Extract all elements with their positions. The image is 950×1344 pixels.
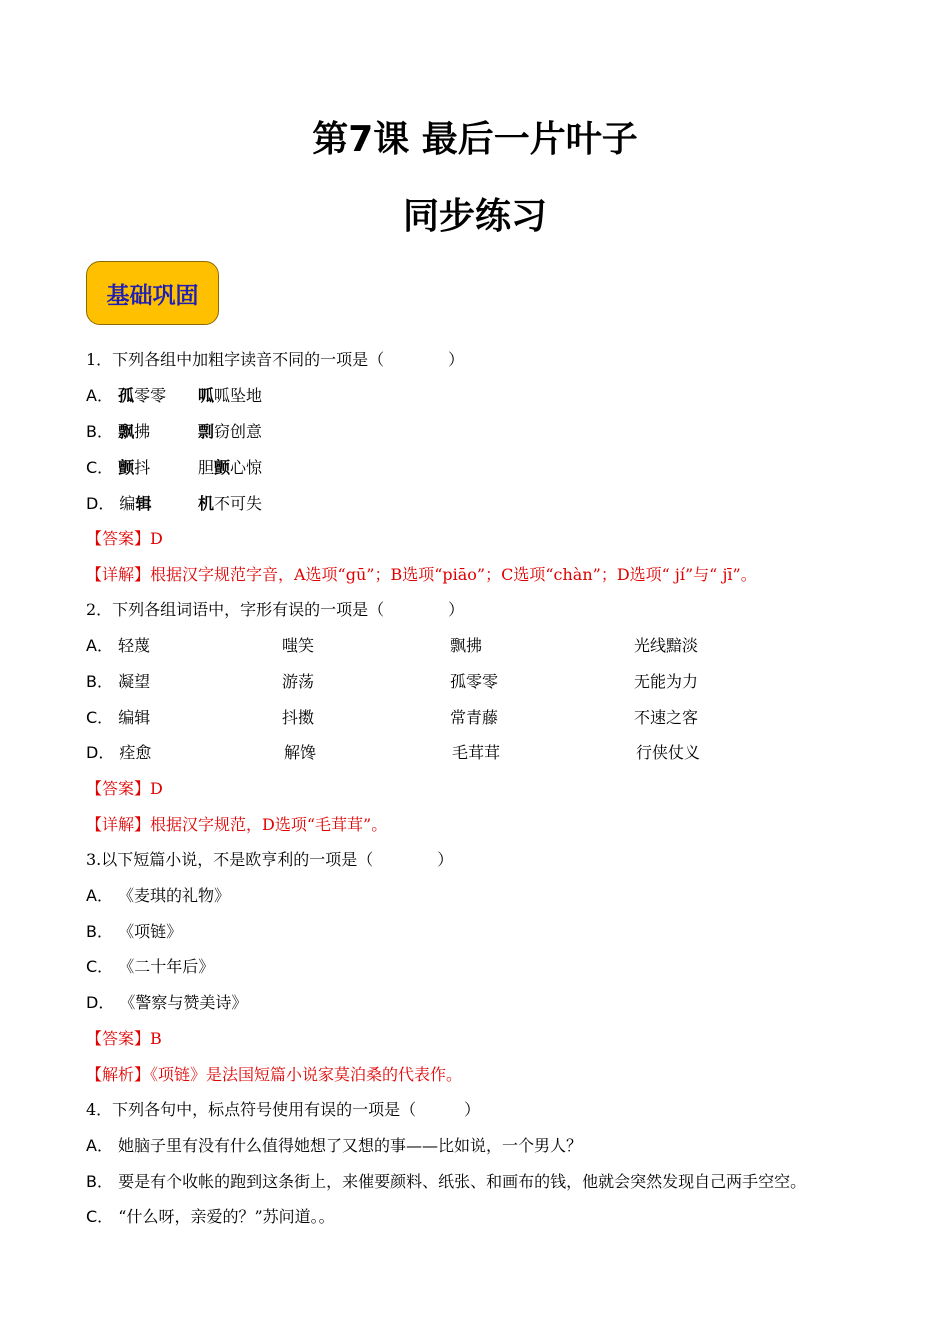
bold-char: 飘 bbox=[118, 422, 135, 441]
option-letter: A． bbox=[86, 886, 113, 905]
q1-answer: 【答案】D bbox=[86, 529, 163, 548]
q3-option-a[interactable] bbox=[86, 885, 230, 907]
option-text: 《麦琪的礼物》 bbox=[118, 886, 231, 905]
word: 轻蔑 bbox=[118, 636, 151, 655]
q3-answer: 【答案】B bbox=[86, 1029, 162, 1048]
q1-stem: 1．下列各组中加粗字读音不同的一项是（ ） bbox=[86, 350, 465, 369]
word-rest: 心惊 bbox=[230, 458, 263, 477]
word: 凝望 bbox=[118, 672, 151, 691]
word: 行侠仗义 bbox=[636, 743, 701, 762]
option-text: 要是有个收帐的跑到这条街上，来催要颜料、纸张、和画布的钱，他就会突然发现自己两手空空。 bbox=[118, 1172, 807, 1191]
word: 编辑 bbox=[118, 708, 151, 727]
word: 痊愈 bbox=[119, 743, 152, 762]
word-rest: 拂 bbox=[134, 422, 151, 441]
q1-option-c-word2 bbox=[198, 457, 262, 479]
option-letter: B． bbox=[86, 922, 113, 941]
option-text: 《项链》 bbox=[118, 922, 183, 941]
word: 飘拂 bbox=[450, 636, 483, 655]
q3-option-d[interactable] bbox=[86, 992, 247, 1014]
word: 无能为力 bbox=[634, 672, 699, 691]
q2-option-c[interactable] bbox=[86, 707, 150, 729]
option-letter: B． bbox=[86, 422, 113, 441]
word: 不速之客 bbox=[634, 708, 699, 727]
word: 光线黯淡 bbox=[634, 636, 699, 655]
word: 游荡 bbox=[282, 672, 315, 691]
q1-option-a-word2 bbox=[198, 385, 262, 407]
bold-char: 颤 bbox=[118, 458, 135, 477]
word: 常青藤 bbox=[450, 708, 499, 727]
q3-explanation: 【解析】《项链》是法国短篇小说家莫泊桑的代表作。 bbox=[86, 1065, 463, 1084]
word: 抖擞 bbox=[282, 708, 315, 727]
q4-option-a[interactable] bbox=[86, 1135, 582, 1157]
q1-option-b[interactable] bbox=[86, 421, 150, 443]
q2-option-a[interactable] bbox=[86, 635, 150, 657]
word-rest: 呱坠地 bbox=[214, 386, 263, 405]
q4-option-b[interactable] bbox=[86, 1171, 806, 1193]
page-title: 第7课 最后一片叶子 bbox=[312, 119, 638, 160]
option-letter: D． bbox=[86, 993, 115, 1012]
option-letter: C． bbox=[86, 458, 114, 477]
q1-option-d[interactable] bbox=[86, 493, 151, 515]
option-letter: D． bbox=[86, 494, 115, 513]
option-text: 《二十年后》 bbox=[118, 957, 215, 976]
q1-option-a[interactable] bbox=[86, 385, 166, 407]
option-letter: C． bbox=[86, 1207, 114, 1226]
word-rest: 编 bbox=[119, 494, 136, 513]
section-label: 基础巩固 bbox=[106, 282, 199, 309]
word-rest: 零零 bbox=[134, 386, 167, 405]
word-rest: 抖 bbox=[134, 458, 151, 477]
word-rest: 窃创意 bbox=[214, 422, 263, 441]
option-text: “什么呀，亲爱的？”苏问道。。 bbox=[118, 1207, 335, 1226]
option-letter: B． bbox=[86, 672, 113, 691]
option-letter: A． bbox=[86, 386, 113, 405]
option-letter: A． bbox=[86, 636, 113, 655]
option-letter: B． bbox=[86, 1172, 113, 1191]
q1-option-c[interactable] bbox=[86, 457, 150, 479]
q3-stem: 3.以下短篇小说，不是欧亨利的一项是（ ） bbox=[86, 850, 454, 869]
option-letter: C． bbox=[86, 708, 114, 727]
bold-char: 孤 bbox=[118, 386, 135, 405]
q3-option-b[interactable] bbox=[86, 921, 182, 943]
word: 解馋 bbox=[284, 743, 317, 762]
q2-option-b[interactable] bbox=[86, 671, 150, 693]
q2-explanation: 【详解】根据汉字规范，D选项“毛茸茸”。 bbox=[86, 815, 388, 834]
word: 嗤笑 bbox=[282, 636, 315, 655]
q1-explanation: 【详解】根据汉字规范字音，A选项“gū”；B选项“piāo”；C选项“chàn”；D选项“ jí”与“ jī”。 bbox=[86, 565, 757, 584]
word-pre: 胆 bbox=[198, 458, 215, 477]
word: 孤零零 bbox=[450, 672, 499, 691]
bold-char: 机 bbox=[198, 494, 215, 513]
bold-char: 剽 bbox=[198, 422, 215, 441]
bold-char: 颤 bbox=[214, 458, 231, 477]
bold-char: 辑 bbox=[135, 494, 152, 513]
word-rest: 不可失 bbox=[214, 494, 263, 513]
q2-option-d[interactable] bbox=[86, 742, 151, 764]
option-letter: C． bbox=[86, 957, 114, 976]
word: 毛茸茸 bbox=[452, 743, 501, 762]
option-text: 《警察与赞美诗》 bbox=[119, 993, 248, 1012]
q1-option-b-word2 bbox=[198, 421, 262, 443]
page-subtitle: 同步练习 bbox=[402, 196, 547, 237]
q2-answer: 【答案】D bbox=[86, 779, 163, 798]
q2-stem: 2．下列各组词语中，字形有误的一项是（ ） bbox=[86, 600, 465, 619]
q4-option-c[interactable] bbox=[86, 1206, 335, 1228]
section-badge bbox=[86, 261, 219, 325]
q4-stem: 4．下列各句中，标点符号使用有误的一项是（ ） bbox=[86, 1100, 481, 1119]
option-text: 她脑子里有没有什么值得她想了又想的事——比如说，一个男人？ bbox=[118, 1136, 583, 1155]
q3-option-c[interactable] bbox=[86, 956, 214, 978]
bold-char: 呱 bbox=[198, 386, 215, 405]
option-letter: D． bbox=[86, 743, 115, 762]
option-letter: A． bbox=[86, 1136, 113, 1155]
q1-option-d-word2 bbox=[198, 493, 262, 515]
